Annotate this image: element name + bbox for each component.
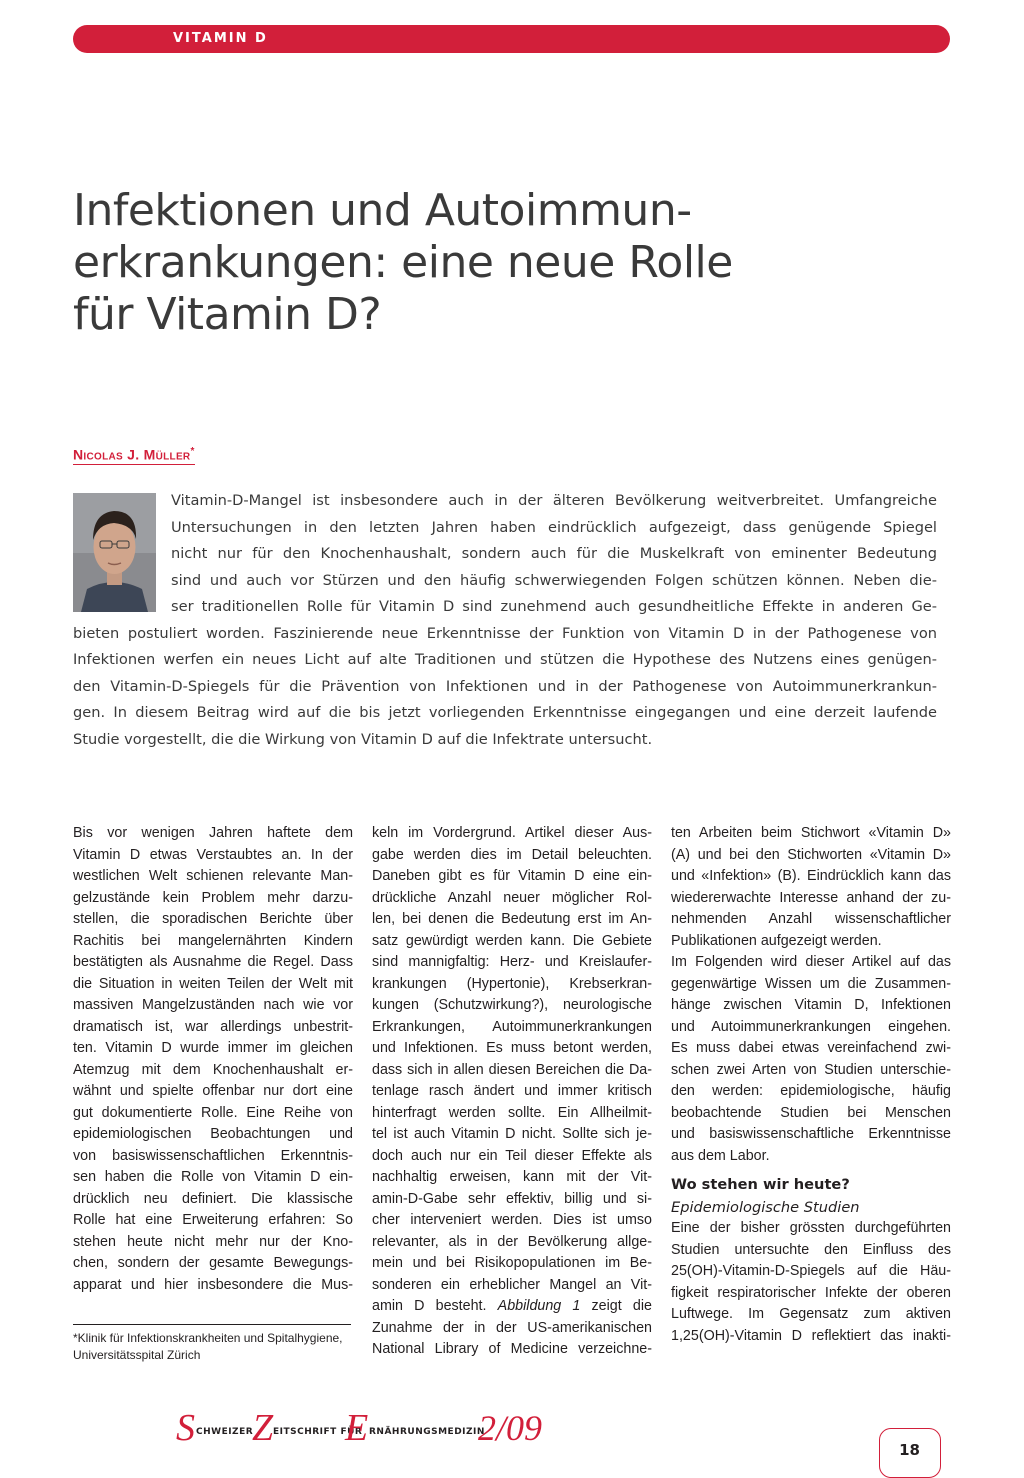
text-line: National Library of Medicine verzeichne- bbox=[372, 1341, 652, 1357]
text-line: krankungen (Hypertonie), Krebserkran- bbox=[372, 975, 652, 992]
text-line: chen, sondern der gesamte Bewegungs- bbox=[73, 1255, 353, 1271]
text-line: aus dem Labor. bbox=[671, 1147, 770, 1164]
text-line: von basiswissenschaftlichen Erkenntnis- bbox=[73, 1147, 353, 1164]
text-line: und Infektionen. Es muss betont werden, bbox=[372, 1040, 652, 1056]
text-line: wähnt und spielte offenbar nur dort eine bbox=[73, 1083, 353, 1099]
page-number: 18 bbox=[899, 1441, 920, 1459]
text-line: gegenwärtige Wissen um die Zusammen- bbox=[671, 975, 951, 992]
text-line: Zunahme der in der US-amerikanischen bbox=[372, 1319, 652, 1336]
abstract-line: Vitamin-D-Mangel ist insbesondere auch in der älteren Bevölkerung weitverbreitet. Umfangreiche bbox=[171, 492, 937, 509]
text-line: cher interveniert werden. Dies ist umso bbox=[372, 1212, 652, 1228]
text-line: nehmenden Anzahl wissenschaftlicher bbox=[671, 911, 951, 927]
text-line: epidemiologischen Beobachtungen und bbox=[73, 1126, 353, 1142]
section-banner bbox=[73, 25, 950, 53]
logo-letter-s: S bbox=[176, 1407, 195, 1449]
logo-word-ernaehrungsmedizin: RNÄHRUNGSMEDIZIN bbox=[369, 1427, 485, 1437]
text-line: wiedererwachte Interesse anhand der zu- bbox=[671, 889, 951, 906]
text-line: schen zwei Arten von Studien unterschie- bbox=[671, 1061, 951, 1078]
text-line: gabe werden dies im Detail beleuchten. bbox=[372, 846, 652, 863]
body-column-3 bbox=[671, 823, 951, 1347]
text-line: und «Infektion» (B). Eindrücklich kann das bbox=[671, 868, 951, 884]
text-line: Bis vor wenigen Jahren haftete dem bbox=[73, 825, 353, 841]
text-line: dass sich in allen diesen Bereichen die Da- bbox=[372, 1061, 652, 1078]
text-line: len, bei denen die Bedeutung erst im An- bbox=[372, 911, 652, 927]
abstract-line: gen. In diesem Beitrag wird auf die bis jetzt vorliegenden Erkenntnisse eingegangen und eine derzeit laufende bbox=[73, 704, 937, 721]
author-affiliation-footnote bbox=[73, 1330, 373, 1364]
text-line: gut dokumentierte Rolle. Eine Reihe von bbox=[73, 1104, 353, 1121]
text-line: dramatisch ist, war allerdings unbestrit- bbox=[73, 1018, 353, 1035]
text-line: ten Arbeiten beim Stichwort «Vitamin D» bbox=[671, 825, 951, 841]
article-title bbox=[73, 185, 953, 341]
abstract-line: Studie vorgestellt, die die Wirkung von Vitamin D auf die Infektrate untersucht. bbox=[73, 730, 653, 748]
text-line: 1,25(OH)-Vitamin D reflektiert das inakti- bbox=[671, 1327, 951, 1344]
text-line: relevanter, als in der Bevölkerung allge- bbox=[372, 1233, 652, 1250]
abstract-line: Untersuchungen in den letzten Jahren haben eindrücklich aufgezeigt, dass genügende Spiegel bbox=[171, 518, 937, 536]
author-footnote-mark: * bbox=[190, 446, 195, 457]
issue-number: 2/09 bbox=[478, 1408, 543, 1448]
text-line: die Situation in weiten Teilen der Welt mit bbox=[73, 975, 353, 992]
text-line: drückliche Anzahl neuer möglicher Rol- bbox=[372, 889, 652, 906]
text-line: bestätigten als Ausnahme die Regel. Dass bbox=[73, 954, 353, 970]
text-line: satz gewürdigt werden kann. Die Gebiete bbox=[372, 932, 652, 949]
text-line: tel ist auch Vitamin D nicht. Sollte sich je- bbox=[372, 1126, 652, 1142]
footnote-line: *Klinik für Infektionskrankheiten und Spitalhygiene, bbox=[73, 1331, 343, 1345]
section-heading: Wo stehen wir heute? bbox=[671, 1176, 850, 1193]
text-line: Publikationen aufgezeigt werden. bbox=[671, 932, 882, 949]
title-line: erkrankungen: eine neue Rolle bbox=[73, 237, 733, 288]
text-line: ten. Vitamin D wurde immer im gleichen bbox=[73, 1040, 353, 1056]
figure-reference[interactable]: Abbildung 1 bbox=[497, 1298, 581, 1314]
title-line: für Vitamin D? bbox=[73, 289, 382, 340]
text-line: Erkrankungen, Autoimmunerkrankungen bbox=[372, 1018, 652, 1035]
text-line: figkeit respiratorischer Infekte der oberen bbox=[671, 1284, 951, 1301]
text-line: Atemzug mit dem Knochenhaushalt er- bbox=[73, 1061, 353, 1078]
text-line: kungen (Schutzwirkung?), neurologische bbox=[372, 997, 652, 1013]
text-line: Im Folgenden wird dieser Artikel auf das bbox=[671, 954, 951, 970]
text-line: mein und bei Risikopopulationen im Be- bbox=[372, 1255, 652, 1271]
text-line: Rachitis bei mangelernährten Kindern bbox=[73, 932, 353, 949]
text-line: hinterfragt werden sollte. Ein Allheilmit- bbox=[372, 1104, 652, 1121]
text-line: und basiswissenschaftliche Erkenntnisse bbox=[671, 1126, 951, 1142]
abstract-line: sind und auch vor Stürzen und den häufig schwerwiegenden Folgen schützen können. Neben die- bbox=[171, 571, 937, 589]
text-line: stehen heute nicht mehr nur der Kno- bbox=[73, 1233, 353, 1250]
text-line: Rolle hat eine Erweiterung erfahren: So bbox=[73, 1212, 353, 1228]
footnote-divider bbox=[73, 1324, 351, 1325]
text-line: Studien untersuchte den Einfluss des bbox=[671, 1241, 951, 1258]
text-line: Eine der bisher grössten durchgeführten bbox=[671, 1220, 951, 1236]
author-byline bbox=[73, 446, 195, 465]
text-line-figure-ref bbox=[372, 1296, 652, 1318]
abstract-line: ser traditionellen Rolle für Vitamin D sind zunehmend auch gesundheitliche Effekte in anderen Ge- bbox=[171, 598, 937, 615]
text-fragment: amin D besteht. bbox=[372, 1298, 487, 1314]
body-column-1 bbox=[73, 823, 353, 1296]
logo-letter-e: E bbox=[345, 1407, 369, 1449]
text-line: doch auch nur ein Teil dieser Effekte als bbox=[372, 1147, 652, 1164]
abstract-line: bieten postuliert worden. Faszinierende neue Erkenntnisse der Funktion von Vitamin D in der Pathogenese von bbox=[73, 624, 937, 642]
text-line: nachhaltig erweisen, kann mit der Vit- bbox=[372, 1169, 652, 1185]
text-line: amin-D-Gabe sehr effektiv, billig und si- bbox=[372, 1190, 652, 1207]
text-line: sen haben die Rolle von Vitamin D ein- bbox=[73, 1169, 353, 1185]
text-line: (A) und bei den Stichworten «Vitamin D» bbox=[671, 846, 951, 863]
text-line: keln im Vordergrund. Artikel dieser Aus- bbox=[372, 825, 652, 841]
text-fragment: zeigt die bbox=[591, 1298, 652, 1314]
text-line: beobachtende Studien bei Menschen bbox=[671, 1104, 951, 1121]
title-line: Infektionen und Autoimmun- bbox=[73, 185, 692, 236]
abstract-line: Infektionen werfen ein neues Licht auf alte Traditionen und stützen die Hypothese des Nutzens eines genügen- bbox=[73, 651, 937, 668]
sub-heading: Epidemiologische Studien bbox=[671, 1199, 860, 1216]
text-line: gelzustände kein Problem mehr darzu- bbox=[73, 889, 353, 906]
text-line: den werden: epidemiologische, häufig bbox=[671, 1083, 951, 1099]
text-line: drücklich neu definiert. Die klassische bbox=[73, 1190, 353, 1207]
text-line: massiven Mangelzuständen nach wie vor bbox=[73, 997, 353, 1013]
text-line: sind mannigfaltig: Herz- und Kreislaufer- bbox=[372, 954, 652, 970]
text-line: Luftwege. Im Gegensatz zum aktiven bbox=[671, 1306, 951, 1322]
author-name: Nicolas J. Müller bbox=[73, 446, 191, 463]
footnote-line: Universitätsspital Zürich bbox=[73, 1348, 201, 1362]
text-line: stellen, die sporadischen Berichte über bbox=[73, 911, 353, 927]
journal-logo bbox=[176, 1408, 596, 1448]
text-line: westlichen Welt schienen relevante Man- bbox=[73, 868, 353, 884]
text-line: Daneben gibt es für Vitamin D eine ein- bbox=[372, 868, 652, 884]
logo-letter-z: Z bbox=[252, 1407, 274, 1449]
section-label: VITAMIN D bbox=[173, 31, 268, 46]
text-line: 25(OH)-Vitamin-D-Spiegels auf die Häu- bbox=[671, 1263, 951, 1279]
logo-word-schweizer: CHWEIZER bbox=[196, 1427, 254, 1437]
abstract-line: nicht nur für den Knochenhaushalt, sondern auch für die Muskelkraft von eminenter Bedeutung bbox=[171, 545, 937, 562]
page-number-box bbox=[879, 1428, 941, 1478]
article-abstract bbox=[73, 488, 937, 753]
text-line: apparat und hier insbesondere die Mus- bbox=[73, 1276, 353, 1293]
text-line: tenlage rasch ändert und immer kritisch bbox=[372, 1083, 652, 1099]
text-line: Vitamin D etwas Verstaubtes an. In der bbox=[73, 846, 353, 863]
text-line: sonderen ein erheblicher Mangel an Vit- bbox=[372, 1276, 652, 1293]
text-line: und Autoimmunerkrankungen eingehen. bbox=[671, 1018, 951, 1035]
logo-word-zeitschrift: EITSCHRIFT FÜR bbox=[273, 1427, 363, 1437]
text-line: Es muss dabei etwas vereinfachend zwi- bbox=[671, 1040, 951, 1056]
body-column-2 bbox=[372, 823, 652, 1361]
abstract-line: den Vitamin-D-Spiegels für die Prävention von Infektionen und in der Pathogenese von Autoimmunerkrankun- bbox=[73, 677, 937, 695]
text-line: hänge zwischen Vitamin D, Infektionen bbox=[671, 997, 951, 1013]
